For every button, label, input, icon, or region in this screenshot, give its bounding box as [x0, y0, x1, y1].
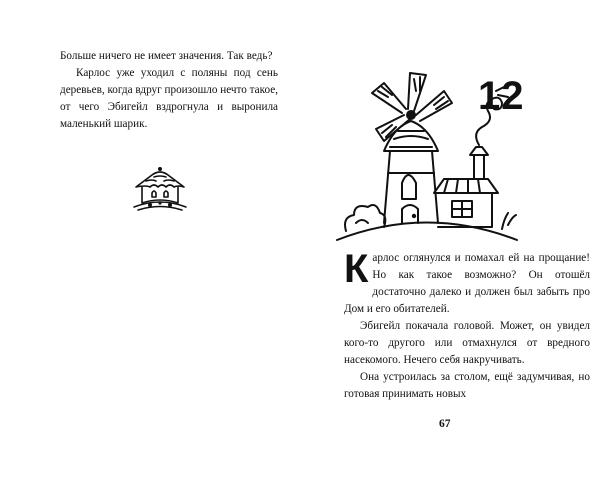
right-page-text [344, 247, 590, 403]
page-number: 67 [439, 418, 451, 430]
paragraph: Больше ничего не имеет значения. Так ведь? [60, 50, 273, 62]
left-page-text [60, 48, 278, 133]
paragraph: Она устроилась за столом, ещё задумчивая, но готовая принимать новых [344, 371, 590, 400]
paragraph-text: арлос оглянулся и помахал ей на прощание! Но как такое возможно? Он отошёл достаточно далеко и должен был забыть про Дом и его обитателей. [344, 252, 590, 315]
house-ornament-icon [130, 167, 190, 215]
right-page [304, 0, 608, 491]
paragraph [344, 247, 590, 318]
paragraph: Эбигейл покачала головой. Может, он увидел кого-то другого или отмахнулся от вредного насекомого. Нечего себя накручивать. [344, 320, 590, 366]
paragraph: Карлос уже уходил с поляны под сень деревьев, когда вдруг произошло нечто такое, от чего Эбигейл вздрогнула и выронила маленький шарик. [60, 67, 278, 130]
chapter-number: 12 [478, 74, 525, 118]
drop-cap: К [344, 247, 369, 291]
